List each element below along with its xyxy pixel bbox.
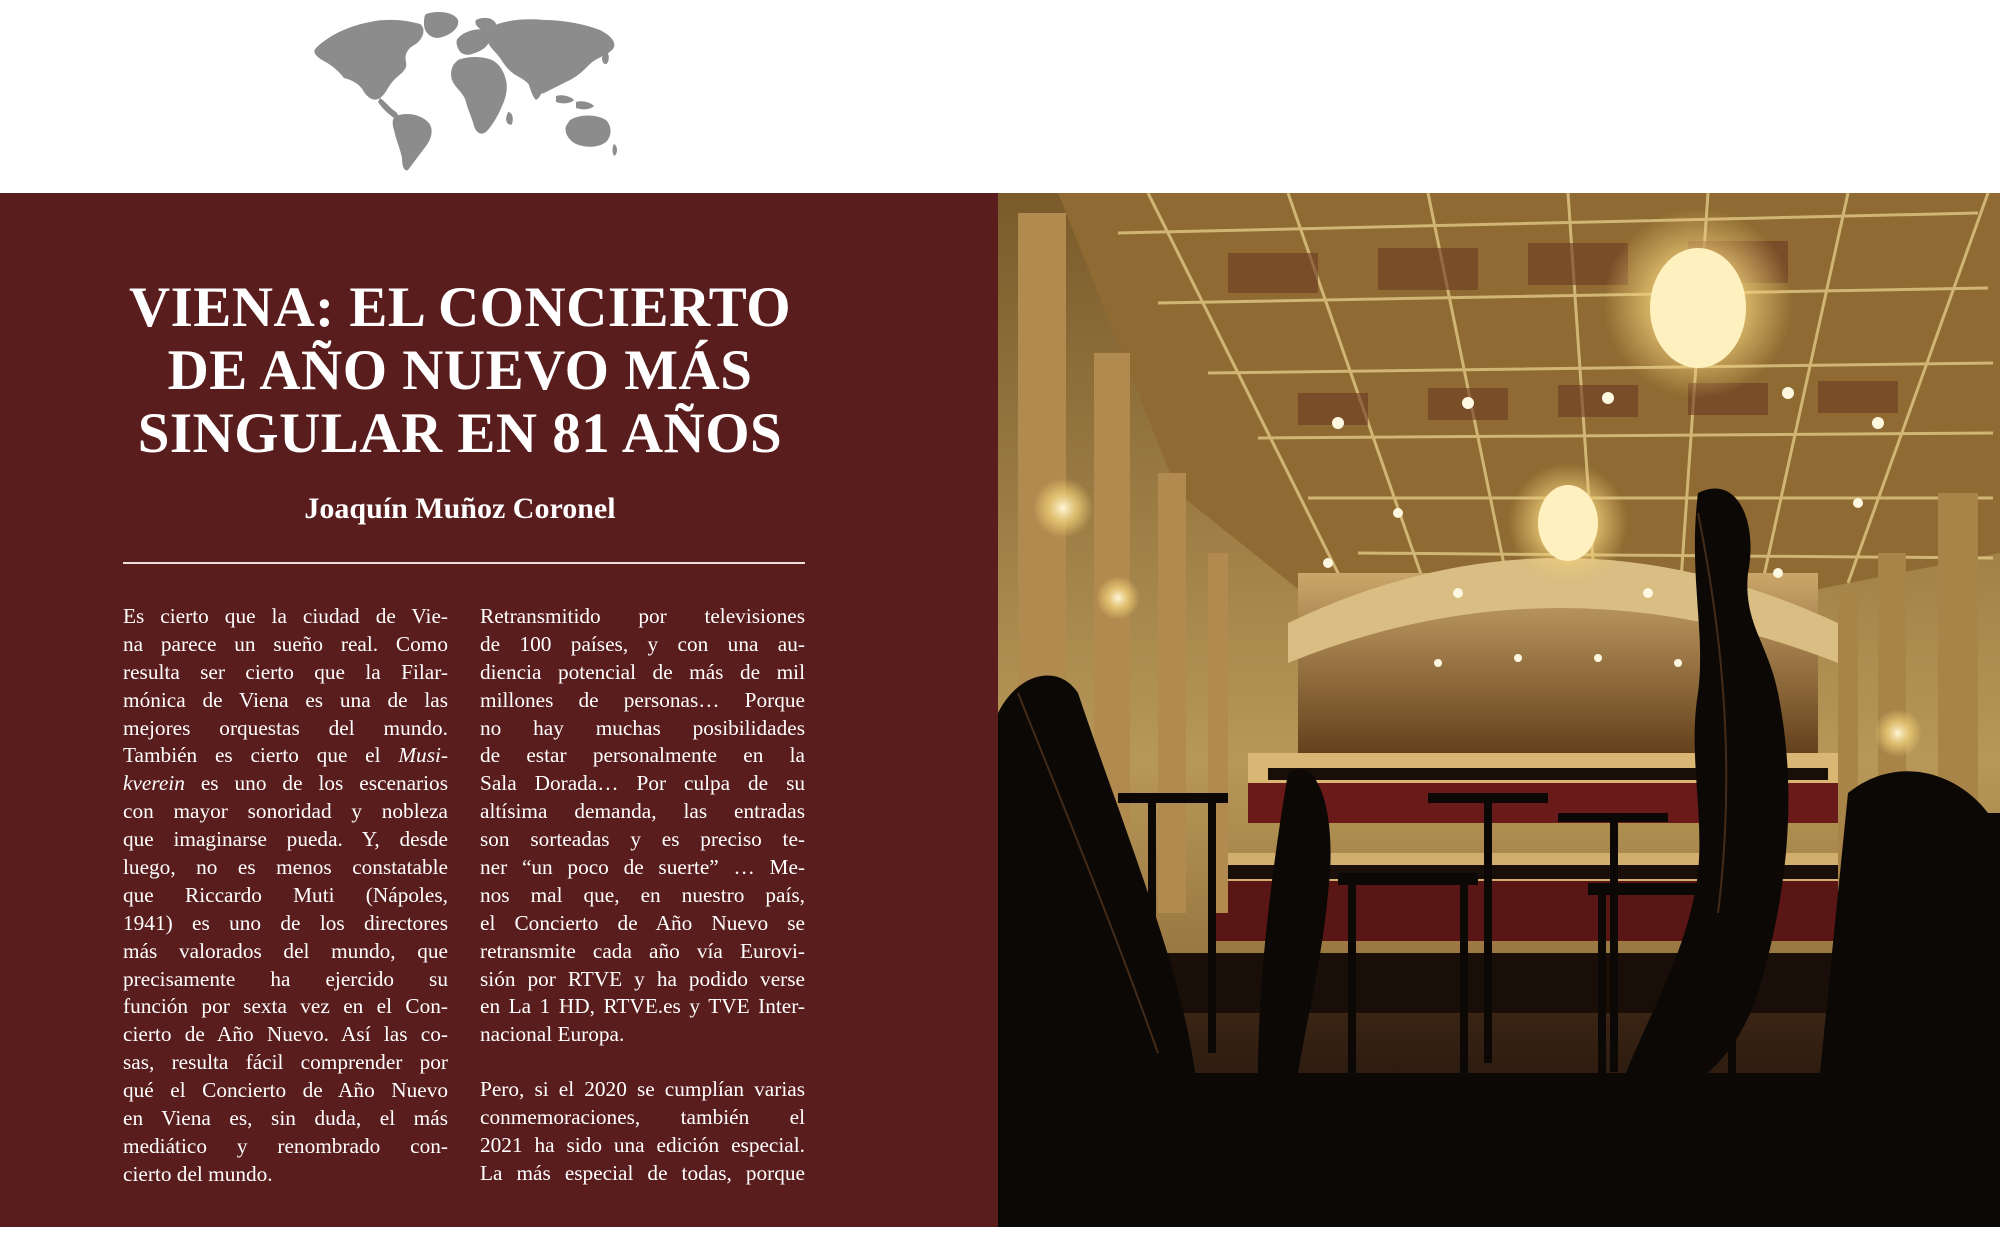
world-map-icon [308, 8, 620, 172]
text-line: más valorados del mundo, que [123, 938, 448, 963]
text-line: nacional Europa. [480, 1022, 625, 1047]
author-byline: Joaquín Muñoz Coronel [304, 492, 616, 525]
text-line: precisamente ha ejercido su [123, 966, 448, 991]
text-line: sas, resulta fácil comprender por [123, 1050, 448, 1075]
article-title [60, 276, 860, 465]
title-line: DE AÑO NUEVO MÁS [167, 339, 753, 402]
text-column-right [480, 603, 805, 1188]
text-line: Pero, si el 2020 se cumplían varias [480, 1077, 805, 1102]
text-line: ner “un poco de suerte” … Me- [480, 855, 805, 880]
text-line: en La 1 HD, RTVE.es y TVE Inter- [480, 994, 805, 1019]
title-line: SINGULAR EN 81 AÑOS [137, 402, 783, 465]
text-line: de estar personalmente en la [480, 743, 805, 768]
text-line: mejores orquestas del mundo. [123, 715, 448, 740]
text-line [123, 742, 448, 770]
text-line: de 100 países, y con una au- [480, 631, 805, 656]
text-line: na parece un sueño real. Como [123, 631, 448, 656]
text-line: mediático y renombrado con- [123, 1133, 448, 1158]
paragraph [480, 603, 805, 1049]
text-line: con mayor sonoridad y nobleza [123, 799, 448, 824]
text-line: mónica de Viena es una de las [123, 687, 448, 712]
text-line: conmemoraciones, también el [480, 1105, 805, 1130]
text-line: son sorteadas y es preciso te- [480, 827, 805, 852]
divider [123, 562, 805, 564]
paragraph [123, 603, 448, 1189]
text-line: 2021 ha sido una edición especial. [480, 1133, 805, 1158]
text-line: qué el Concierto de Año Nuevo [123, 1078, 448, 1103]
paragraph [480, 1076, 805, 1188]
title-line: VIENA: EL CONCIERTO [128, 276, 792, 339]
text-line: Retransmitido por televisiones [480, 604, 805, 628]
text-run-italic: Musi- [398, 743, 448, 768]
text-line: cierto del mundo. [123, 1161, 273, 1186]
text-run: es uno de los escenarios [184, 771, 448, 796]
text-line: resulta ser cierto que la Filar- [123, 659, 448, 684]
text-line: diencia potencial de más de mil [480, 659, 805, 684]
footer-band [0, 1227, 2000, 1244]
text-line: altísima demanda, las entradas [480, 799, 805, 824]
text-line: no hay muchas posibilidades [480, 715, 805, 740]
article-panel [0, 193, 998, 1227]
concert-hall-illustration [998, 193, 2000, 1227]
text-line: sión por RTVE y ha podido verse [480, 966, 805, 991]
text-run: También es cierto que el [123, 743, 399, 768]
text-line: Es cierto que la ciudad de Vie- [123, 604, 448, 628]
text-run-italic: kverein [123, 771, 185, 796]
text-line: cierto de Año Nuevo. Así las co- [123, 1022, 448, 1047]
text-line [123, 770, 448, 798]
text-line: el Concierto de Año Nuevo se [480, 910, 805, 935]
text-line: función por sexta vez en el Con- [123, 994, 448, 1019]
text-line: que imaginarse pueda. Y, desde [123, 827, 448, 852]
text-line: luego, no es menos constatable [123, 855, 448, 880]
text-line: en Viena es, sin duda, el más [123, 1106, 448, 1131]
text-line: retransmite cada año vía Eurovi- [480, 938, 805, 963]
text-line: 1941) es uno de los directores [123, 910, 448, 935]
text-line: Sala Dorada… Por culpa de su [480, 771, 805, 796]
text-line: que Riccardo Muti (Nápoles, [123, 882, 448, 907]
text-line: nos mal que, en nuestro país, [480, 882, 805, 907]
text-column-left [123, 603, 448, 1189]
concert-hall-photo [998, 193, 2000, 1227]
header-band [0, 0, 2000, 193]
text-line: millones de personas… Porque [480, 687, 805, 712]
text-line: La más especial de todas, porque [480, 1160, 805, 1185]
